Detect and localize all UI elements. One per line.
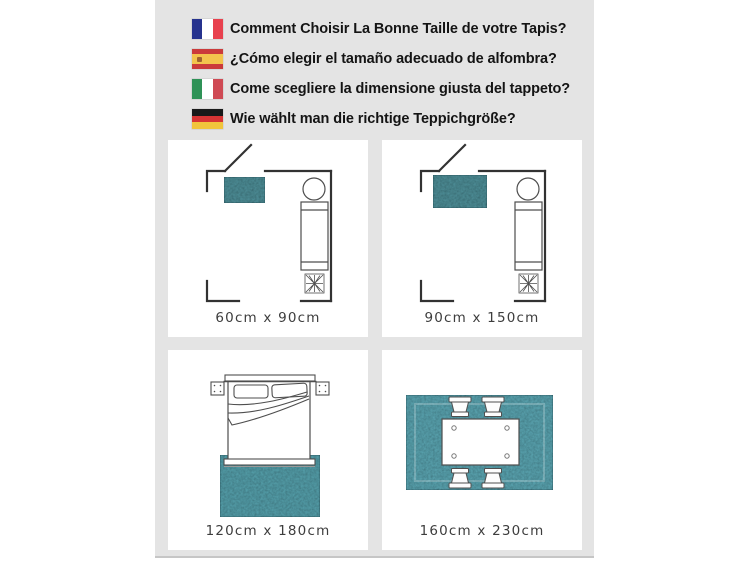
bench-icon xyxy=(515,202,542,270)
size-label: 120cm x 180cm xyxy=(205,523,331,539)
size-panel-90x150 xyxy=(382,140,582,337)
side-table-icon xyxy=(303,178,325,200)
size-label: 160cm x 230cm xyxy=(419,523,545,539)
headboard-icon xyxy=(224,375,317,382)
spain-flag-icon xyxy=(192,49,223,69)
bedroom-floorplan-svg xyxy=(168,140,368,315)
question-row-it xyxy=(192,79,570,99)
question-row-de xyxy=(192,109,570,129)
france-flag-icon xyxy=(192,19,223,39)
door-icon xyxy=(439,145,465,171)
bench-icon xyxy=(301,202,328,270)
size-panel-160x230 xyxy=(382,350,582,550)
side-table-icon xyxy=(517,178,539,200)
italy-flag-icon xyxy=(192,79,223,99)
plant-icon xyxy=(519,274,538,293)
chair-icon xyxy=(449,397,471,417)
question-text-de: Wie wählt man die richtige Teppichgröße? xyxy=(230,111,516,127)
spain-emblem-icon xyxy=(197,57,202,62)
chair-icon xyxy=(449,469,471,489)
size-panel-120x180 xyxy=(168,350,368,550)
dining-table-icon xyxy=(442,419,519,465)
rug xyxy=(224,177,265,203)
bed-icon xyxy=(224,375,317,467)
question-text-fr: Comment Choisir La Bonne Taille de votre Tapis? xyxy=(230,21,567,37)
bedroom-floorplan-svg xyxy=(382,140,582,315)
question-text-es: ¿Cómo elegir el tamaño adecuado de alfombra? xyxy=(230,51,557,67)
germany-flag-icon xyxy=(192,109,223,129)
language-questions xyxy=(192,19,570,139)
plant-icon xyxy=(305,274,324,293)
size-panel-60x90 xyxy=(168,140,368,337)
footboard-icon xyxy=(224,459,315,467)
dining-scene-svg xyxy=(382,350,582,540)
question-text-it: Come scegliere la dimensione giusta del tappeto? xyxy=(230,81,571,97)
size-label: 90cm x 150cm xyxy=(424,310,540,326)
question-row-es xyxy=(192,49,570,69)
chair-icon xyxy=(482,469,504,489)
rug xyxy=(433,175,487,208)
chair-icon xyxy=(482,397,504,417)
question-row-fr xyxy=(192,19,570,39)
bed-scene-svg xyxy=(168,350,368,540)
size-label: 60cm x 90cm xyxy=(215,310,321,326)
door-icon xyxy=(225,145,251,171)
